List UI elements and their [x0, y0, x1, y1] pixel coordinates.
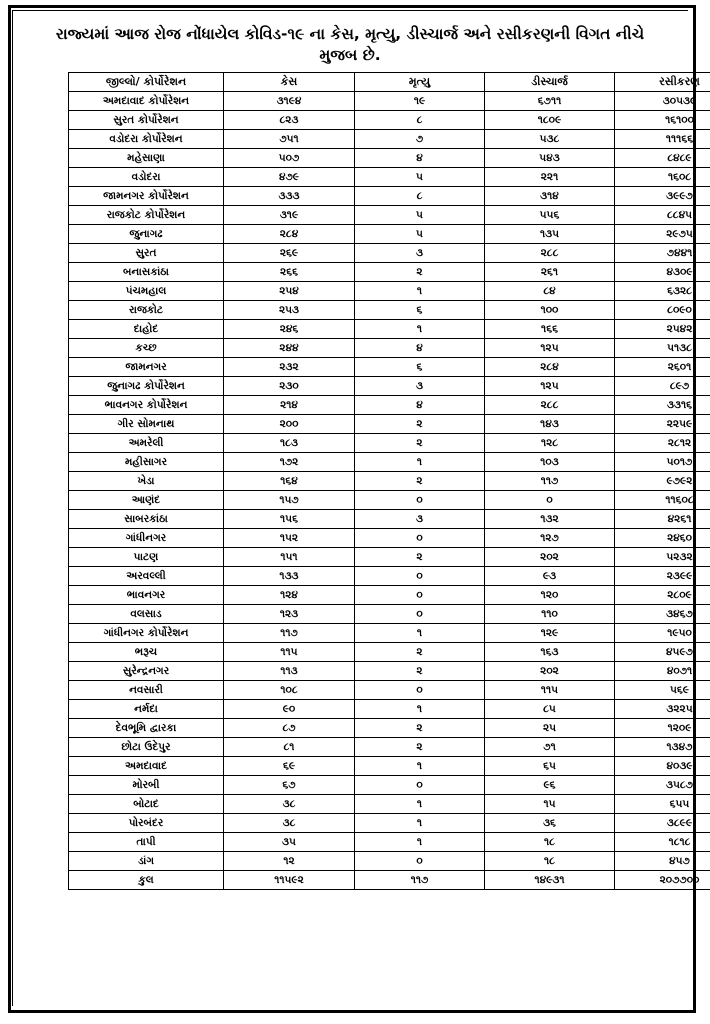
row-deaths: ૦: [355, 567, 485, 586]
table-body: [69, 92, 710, 871]
total-vaccination: ૨૦૭૭૦૦: [615, 871, 710, 890]
row-vaccination: ૩૨૨૫: [615, 700, 710, 719]
table-row: [69, 149, 710, 168]
row-district: દેવભૂમિ દ્વારકા: [69, 719, 224, 738]
row-cases: ૪૭૯: [224, 168, 355, 187]
row-cases: ૧૨: [224, 852, 355, 871]
row-deaths: ૮: [355, 111, 485, 130]
row-district: નવસારી: [69, 681, 224, 700]
row-deaths: ૦: [355, 491, 485, 510]
total-label: કુલ: [69, 871, 224, 890]
row-cases: ૮૭: [224, 719, 355, 738]
row-district: સુરત: [69, 244, 224, 263]
row-deaths: ૧૯: [355, 92, 485, 111]
row-deaths: ૧: [355, 453, 485, 472]
row-cases: ૧૫૭: [224, 491, 355, 510]
row-deaths: ૧: [355, 757, 485, 776]
row-cases: ૭૫૧: [224, 130, 355, 149]
table-row: [69, 377, 710, 396]
row-vaccination: ૨૮૦૯: [615, 586, 710, 605]
row-discharged: ૬૭૧૧: [485, 92, 615, 111]
row-district: વલસાડ: [69, 605, 224, 624]
row-cases: ૧૧૫: [224, 643, 355, 662]
row-district: ભાવનગર કોર્પોરેશન: [69, 396, 224, 415]
row-deaths: ૧: [355, 624, 485, 643]
row-district: જામનગર: [69, 358, 224, 377]
table-row: [69, 643, 710, 662]
row-district: રાજકોટ: [69, 301, 224, 320]
row-discharged: ૧૨૫: [485, 339, 615, 358]
total-discharged: ૧૪૯૩૧: [485, 871, 615, 890]
row-district: દાહોદ: [69, 320, 224, 339]
row-deaths: ૦: [355, 586, 485, 605]
row-deaths: ૩: [355, 244, 485, 263]
row-vaccination: ૧૬૧૦૦: [615, 111, 710, 130]
header-cases: કેસ: [224, 73, 355, 92]
table-row: [69, 529, 710, 548]
row-vaccination: ૨૩૯૯: [615, 567, 710, 586]
row-discharged: ૧૬૩: [485, 643, 615, 662]
row-deaths: ૨: [355, 434, 485, 453]
row-vaccination: ૫૧૩૮: [615, 339, 710, 358]
row-discharged: ૧૦૦: [485, 301, 615, 320]
total-cases: ૧૧૫૯૨: [224, 871, 355, 890]
total-row: [69, 871, 710, 890]
table-row: [69, 719, 710, 738]
row-discharged: ૧૩૨: [485, 510, 615, 529]
row-district: સુરેન્દ્રનગર: [69, 662, 224, 681]
table-row: [69, 681, 710, 700]
row-vaccination: ૨૪૬૦: [615, 529, 710, 548]
row-district: પોરબંદર: [69, 814, 224, 833]
row-discharged: ૧૧૫: [485, 681, 615, 700]
row-discharged: ૧૮: [485, 852, 615, 871]
row-cases: ૨૩૦: [224, 377, 355, 396]
row-cases: ૬૭: [224, 776, 355, 795]
row-deaths: ૨: [355, 548, 485, 567]
row-deaths: ૨: [355, 719, 485, 738]
row-district: અમદાવાદ કોર્પોરેશન: [69, 92, 224, 111]
total-deaths: ૧૧૭: [355, 871, 485, 890]
row-cases: ૧૫૬: [224, 510, 355, 529]
row-cases: ૩૫: [224, 833, 355, 852]
table-row: [69, 662, 710, 681]
row-vaccination: ૫૦૧૭: [615, 453, 710, 472]
row-deaths: ૦: [355, 852, 485, 871]
row-discharged: ૮૪: [485, 282, 615, 301]
row-deaths: ૨: [355, 415, 485, 434]
row-district: ખેડા: [69, 472, 224, 491]
row-discharged: ૯૩: [485, 567, 615, 586]
row-discharged: ૧૨૦: [485, 586, 615, 605]
table-row: [69, 187, 710, 206]
row-deaths: ૨: [355, 472, 485, 491]
row-deaths: ૧: [355, 833, 485, 852]
row-cases: ૬૯: [224, 757, 355, 776]
row-deaths: ૨: [355, 662, 485, 681]
row-district: અમરેલી: [69, 434, 224, 453]
row-deaths: ૨: [355, 263, 485, 282]
row-discharged: ૨૮૪: [485, 358, 615, 377]
row-discharged: ૧૦૩: [485, 453, 615, 472]
row-cases: ૩૧૯૪: [224, 92, 355, 111]
row-cases: ૧૮૩: [224, 434, 355, 453]
table-row: [69, 92, 710, 111]
table-row: [69, 320, 710, 339]
row-deaths: ૩: [355, 510, 485, 529]
row-deaths: ૧: [355, 700, 485, 719]
table-row: [69, 757, 710, 776]
covid-data-table: [68, 72, 710, 890]
row-vaccination: ૩૮૯૯: [615, 814, 710, 833]
row-discharged: ૧૪૩: [485, 415, 615, 434]
row-district: ભાવનગર: [69, 586, 224, 605]
row-district: સુરત કોર્પોરેશન: [69, 111, 224, 130]
table-header-row: [69, 73, 710, 92]
row-discharged: ૨૨૧: [485, 168, 615, 187]
table-row: [69, 168, 710, 187]
table-row: [69, 339, 710, 358]
row-vaccination: ૪૫૯૭: [615, 643, 710, 662]
row-vaccination: ૪૨૬૧: [615, 510, 710, 529]
row-discharged: ૧૨૫: [485, 377, 615, 396]
row-cases: ૧૨૩: [224, 605, 355, 624]
row-cases: ૨૦૦: [224, 415, 355, 434]
row-vaccination: ૭૪૪૧: [615, 244, 710, 263]
row-cases: ૩૮: [224, 795, 355, 814]
table-row: [69, 225, 710, 244]
table-row: [69, 206, 710, 225]
row-vaccination: ૪૩૦૯: [615, 263, 710, 282]
row-deaths: ૧: [355, 320, 485, 339]
row-vaccination: ૪૫૭: [615, 852, 710, 871]
row-vaccination: ૪૦૭૧: [615, 662, 710, 681]
row-discharged: ૧૧૭: [485, 472, 615, 491]
row-district: મોરબી: [69, 776, 224, 795]
row-deaths: ૪: [355, 149, 485, 168]
row-cases: ૧૫૧: [224, 548, 355, 567]
row-cases: ૨૫૪: [224, 282, 355, 301]
table-row: [69, 776, 710, 795]
table-row: [69, 301, 710, 320]
row-cases: ૯૦: [224, 700, 355, 719]
row-cases: ૮૧: [224, 738, 355, 757]
row-discharged: ૧૫: [485, 795, 615, 814]
row-cases: ૩૩૩: [224, 187, 355, 206]
row-cases: ૮૨૩: [224, 111, 355, 130]
row-deaths: ૭: [355, 130, 485, 149]
row-vaccination: ૩૦૫૩૯: [615, 92, 710, 111]
row-district: બનાસકાંઠા: [69, 263, 224, 282]
row-discharged: ૬૫: [485, 757, 615, 776]
row-cases: ૨૪૪: [224, 339, 355, 358]
row-district: અરવલ્લી: [69, 567, 224, 586]
table-row: [69, 795, 710, 814]
row-cases: ૧૩૩: [224, 567, 355, 586]
row-district: રાજકોટ કોર્પોરેશન: [69, 206, 224, 225]
row-district: ગીર સોમનાથ: [69, 415, 224, 434]
row-deaths: ૩: [355, 377, 485, 396]
row-cases: ૩૧૯: [224, 206, 355, 225]
row-district: વડોદરા કોર્પોરેશન: [69, 130, 224, 149]
row-vaccination: ૪૦૩૯: [615, 757, 710, 776]
row-discharged: ૨૫: [485, 719, 615, 738]
row-district: પંચમહાલ: [69, 282, 224, 301]
row-district: આણંદ: [69, 491, 224, 510]
row-discharged: ૨૦૨: [485, 662, 615, 681]
table-row: [69, 434, 710, 453]
table-row: [69, 567, 710, 586]
row-vaccination: ૮૮૪૫: [615, 206, 710, 225]
row-district: ગાંધીનગર કોર્પોરેશન: [69, 624, 224, 643]
row-district: જુનાગઢ કોર્પોરેશન: [69, 377, 224, 396]
table-row: [69, 472, 710, 491]
row-discharged: ૨૬૧: [485, 263, 615, 282]
row-cases: ૧૧૩: [224, 662, 355, 681]
row-vaccination: ૨૬૦૧: [615, 358, 710, 377]
row-cases: ૨૫૩: [224, 301, 355, 320]
row-discharged: ૨૮૮: [485, 396, 615, 415]
row-cases: ૨૬૯: [224, 244, 355, 263]
header-deaths: મૃત્યુ: [355, 73, 485, 92]
row-discharged: ૨૮૮: [485, 244, 615, 263]
row-cases: ૧૫૨: [224, 529, 355, 548]
row-district: તાપી: [69, 833, 224, 852]
row-cases: ૧૨૪: [224, 586, 355, 605]
row-vaccination: ૧૧૬૦૮: [615, 491, 710, 510]
table-row: [69, 852, 710, 871]
row-district: નર્મદા: [69, 700, 224, 719]
table-row: [69, 738, 710, 757]
row-discharged: ૧૧૦: [485, 605, 615, 624]
table-row: [69, 510, 710, 529]
row-discharged: ૫૫૬: [485, 206, 615, 225]
row-vaccination: ૫૨૩૨: [615, 548, 710, 567]
table-row: [69, 130, 710, 149]
table-row: [69, 833, 710, 852]
table-row: [69, 700, 710, 719]
row-discharged: ૨૦૨: [485, 548, 615, 567]
row-district: મહેસાણા: [69, 149, 224, 168]
table-row: [69, 111, 710, 130]
row-deaths: ૫: [355, 225, 485, 244]
row-discharged: ૯૬: [485, 776, 615, 795]
row-cases: ૨૧૪: [224, 396, 355, 415]
row-vaccination: ૧૩૪૭: [615, 738, 710, 757]
row-cases: ૨૪૬: [224, 320, 355, 339]
row-cases: ૫૦૭: [224, 149, 355, 168]
table-row: [69, 396, 710, 415]
row-discharged: ૩૬: [485, 814, 615, 833]
row-deaths: ૨: [355, 643, 485, 662]
header-district: જીલ્લો/ કોર્પોરેશન: [69, 73, 224, 92]
row-district: સાબરકાંઠા: [69, 510, 224, 529]
row-district: ડાંગ: [69, 852, 224, 871]
row-discharged: ૫૪૩: [485, 149, 615, 168]
table-row: [69, 263, 710, 282]
row-district: મહીસાગર: [69, 453, 224, 472]
row-discharged: ૭૧: [485, 738, 615, 757]
row-cases: ૨૮૪: [224, 225, 355, 244]
row-vaccination: ૬૫૫: [615, 795, 710, 814]
row-deaths: ૦: [355, 529, 485, 548]
row-vaccination: ૩૩૧૬: [615, 396, 710, 415]
row-deaths: ૦: [355, 776, 485, 795]
row-cases: ૧૭૨: [224, 453, 355, 472]
row-deaths: ૫: [355, 168, 485, 187]
row-discharged: ૧૨૮: [485, 434, 615, 453]
row-vaccination: ૧૮૧૮: [615, 833, 710, 852]
table-row: [69, 814, 710, 833]
row-vaccination: ૮૯૭: [615, 377, 710, 396]
row-deaths: ૬: [355, 301, 485, 320]
table-row: [69, 548, 710, 567]
row-deaths: ૧: [355, 795, 485, 814]
row-district: ભરૂચ: [69, 643, 224, 662]
row-vaccination: ૨૫૪૨: [615, 320, 710, 339]
row-district: છોટા ઉદેપુર: [69, 738, 224, 757]
row-cases: ૧૧૭: [224, 624, 355, 643]
row-deaths: ૫: [355, 206, 485, 225]
row-deaths: ૬: [355, 358, 485, 377]
row-vaccination: ૧૯૫૦: [615, 624, 710, 643]
row-deaths: ૦: [355, 605, 485, 624]
row-deaths: ૦: [355, 681, 485, 700]
row-discharged: ૧૮: [485, 833, 615, 852]
row-discharged: ૦: [485, 491, 615, 510]
row-vaccination: ૨૮૧૨: [615, 434, 710, 453]
row-district: વડોદરા: [69, 168, 224, 187]
row-cases: ૧૬૪: [224, 472, 355, 491]
table-row: [69, 491, 710, 510]
row-deaths: ૪: [355, 396, 485, 415]
row-vaccination: ૮૪૮૯: [615, 149, 710, 168]
row-discharged: ૧૩૫: [485, 225, 615, 244]
row-vaccination: ૩૫૮૭: [615, 776, 710, 795]
table-row: [69, 358, 710, 377]
row-discharged: ૫૩૮: [485, 130, 615, 149]
table-row: [69, 624, 710, 643]
row-discharged: ૧૮૦૯: [485, 111, 615, 130]
row-district: જામનગર કોર્પોરેશન: [69, 187, 224, 206]
row-district: કચ્છ: [69, 339, 224, 358]
row-district: બોટાદ: [69, 795, 224, 814]
report-title: રાજ્યમાં આજ રોજ નોંધાયેલ કોવિડ-૧૯ ના કેસ, મૃત્યુ, ડીસ્ચાર્જ અને રસીકરણની વિગત નીચે મુજબ છે.: [55, 25, 645, 64]
row-discharged: ૧૨૭: [485, 529, 615, 548]
row-vaccination: ૨૨૫૯: [615, 415, 710, 434]
row-cases: ૩૮: [224, 814, 355, 833]
row-vaccination: ૨૯૭૫: [615, 225, 710, 244]
row-discharged: ૩૧૪: [485, 187, 615, 206]
row-cases: ૧૦૮: [224, 681, 355, 700]
row-discharged: ૧૬૬: [485, 320, 615, 339]
row-vaccination: ૬૩૨૮: [615, 282, 710, 301]
table-row: [69, 605, 710, 624]
table-row: [69, 415, 710, 434]
row-deaths: ૮: [355, 187, 485, 206]
row-deaths: ૨: [355, 738, 485, 757]
row-vaccination: ૫૬૯: [615, 681, 710, 700]
row-vaccination: ૧૧૧૬૬: [615, 130, 710, 149]
row-vaccination: ૯૭૯૨: [615, 472, 710, 491]
table-row: [69, 453, 710, 472]
row-vaccination: ૧૬૦૮: [615, 168, 710, 187]
row-cases: ૨૩૨: [224, 358, 355, 377]
row-vaccination: ૧૨૦૯: [615, 719, 710, 738]
row-vaccination: ૮૦૯૦: [615, 301, 710, 320]
row-cases: ૨૬૬: [224, 263, 355, 282]
table-row: [69, 244, 710, 263]
row-discharged: ૮૫: [485, 700, 615, 719]
row-vaccination: ૩૯૯૭: [615, 187, 710, 206]
row-deaths: ૧: [355, 282, 485, 301]
header-vaccination: રસીકરણ: [615, 73, 710, 92]
table-row: [69, 282, 710, 301]
row-district: અમદાવાદ: [69, 757, 224, 776]
row-deaths: ૪: [355, 339, 485, 358]
row-discharged: ૧૨૯: [485, 624, 615, 643]
row-vaccination: ૩૪૬૭: [615, 605, 710, 624]
row-deaths: ૧: [355, 814, 485, 833]
table-row: [69, 586, 710, 605]
row-district: જુનાગઢ: [69, 225, 224, 244]
row-district: પાટણ: [69, 548, 224, 567]
row-district: ગાંધીનગર: [69, 529, 224, 548]
header-discharged: ડીસ્ચાર્જ: [485, 73, 615, 92]
